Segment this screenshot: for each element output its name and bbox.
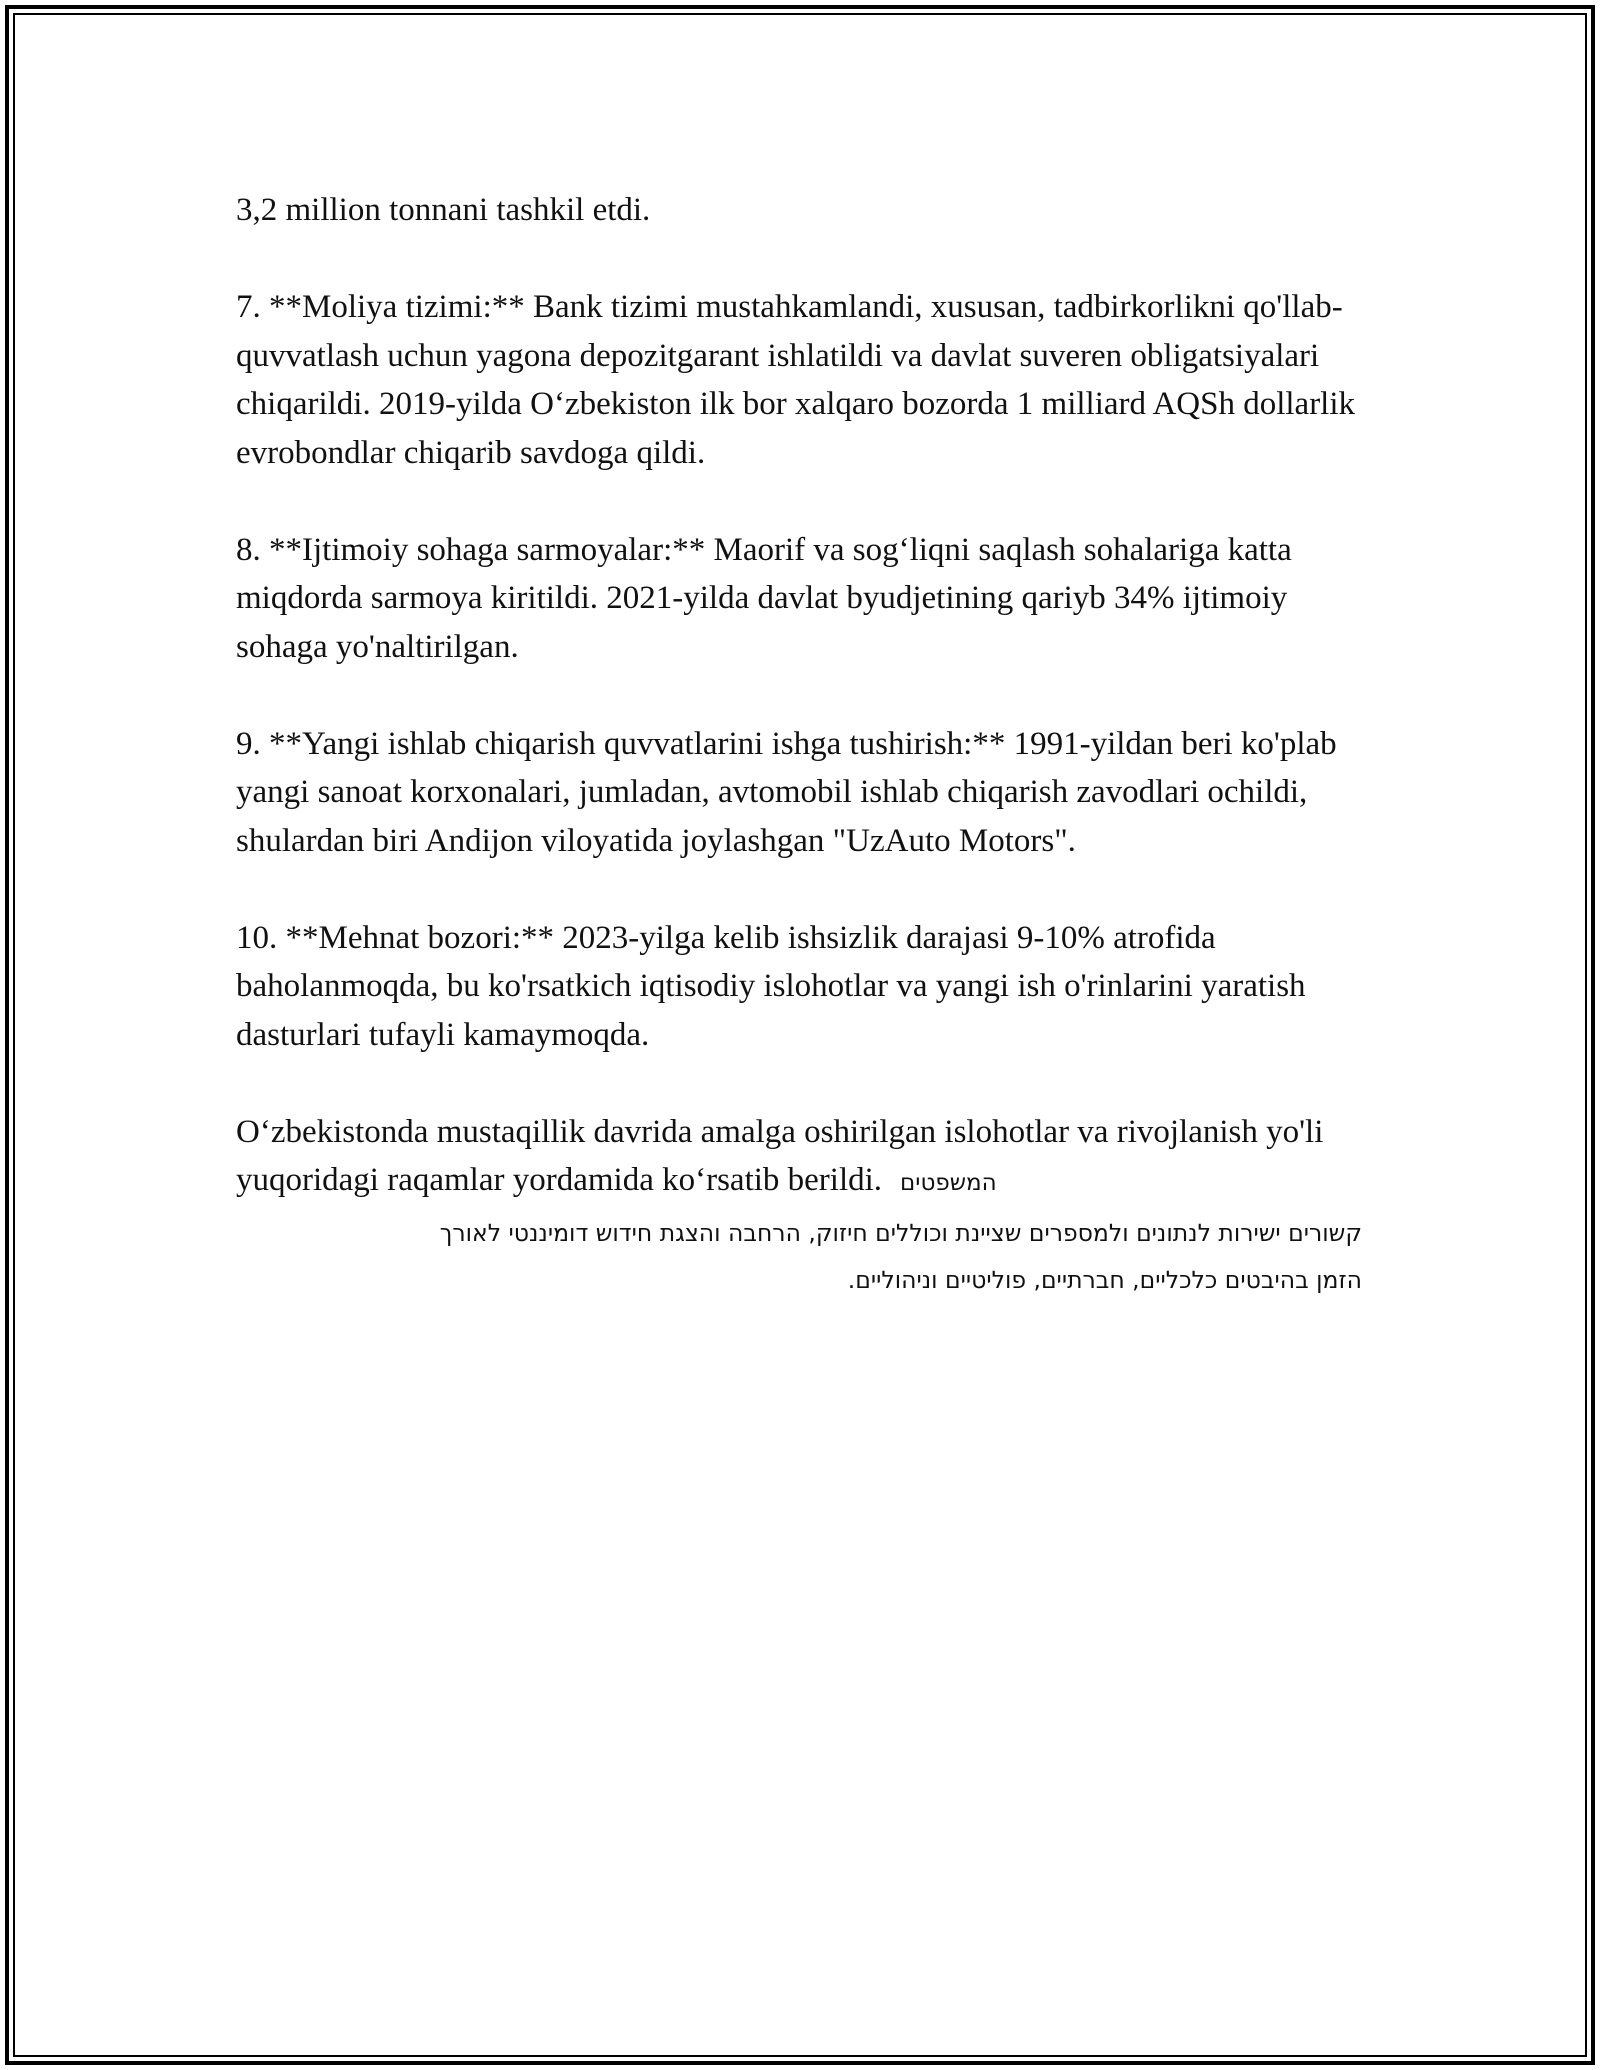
paragraph-item-8: 8. **Ijtimoiy sohaga sarmoyalar:** Maorif va sog‘liqni saqlash sohalariga katta miqdorda sarmoya kiritildi. 2021-yilda davlat byudjetining qariyb 34% ijtimoiy sohaga yo'naltirilgan. [236,531,1292,665]
paragraph-item-9: 9. **Yangi ishlab chiqarish quvvatlarini ishga tushirish:** 1991-yildan beri ko'plab yangi sanoat korxonalari, jumladan, avtomobil ishlab chiqarish zavodlari ochildi, shulardan biri Andijon viloyatida joylashgan "UzAuto Motors". [236,725,1337,859]
hebrew-text [236,1210,1362,1304]
document-body [236,186,1366,1304]
paragraph-item-7: 7. **Moliya tizimi:** Bank tizimi mustahkamlandi, xususan, tadbirkorlikni qo'llab-quvvatlash uchun yagona depozitgarant ishlatildi va davlat suveren obligatsiyalari chiqarildi. 2019-yilda O‘zbekiston ilk bor xalqaro bozorda 1 milliard AQSh dollarlik evrobondlar chiqarib savdoga qildi. [236,289,1356,471]
hebrew-lead-word: המשפטים [900,1170,997,1196]
paragraph-continuation: 3,2 million tonnani tashkil etdi. [236,192,651,228]
closing-text: O‘zbekistonda mustaqillik davrida amalga oshirilgan islohotlar va rivojlanish yo'li yuqoridagi raqamlar yordamida ko‘rsatib berildi. [236,1113,1324,1198]
hebrew-line-1: קשורים ישירות לנתונים ולמספרים שציינת וכוללים חיזוק, הרחבה והצגת חידוש דומיננטי לאורך [439,1218,1362,1247]
closing-paragraph [236,1108,1366,1304]
hebrew-line-2: הזמן בהיבטים כלכליים, חברתיים, פוליטיים וניהוליים. [847,1265,1362,1294]
paragraph-item-10: 10. **Mehnat bozori:** 2023-yilga kelib ishsizlik darajasi 9-10% atrofida baholanmoqda, bu ko'rsatkich iqtisodiy islohotlar va yangi ish o'rinlarini yaratish dasturlari tufayli kamaymoqda. [236,919,1306,1053]
